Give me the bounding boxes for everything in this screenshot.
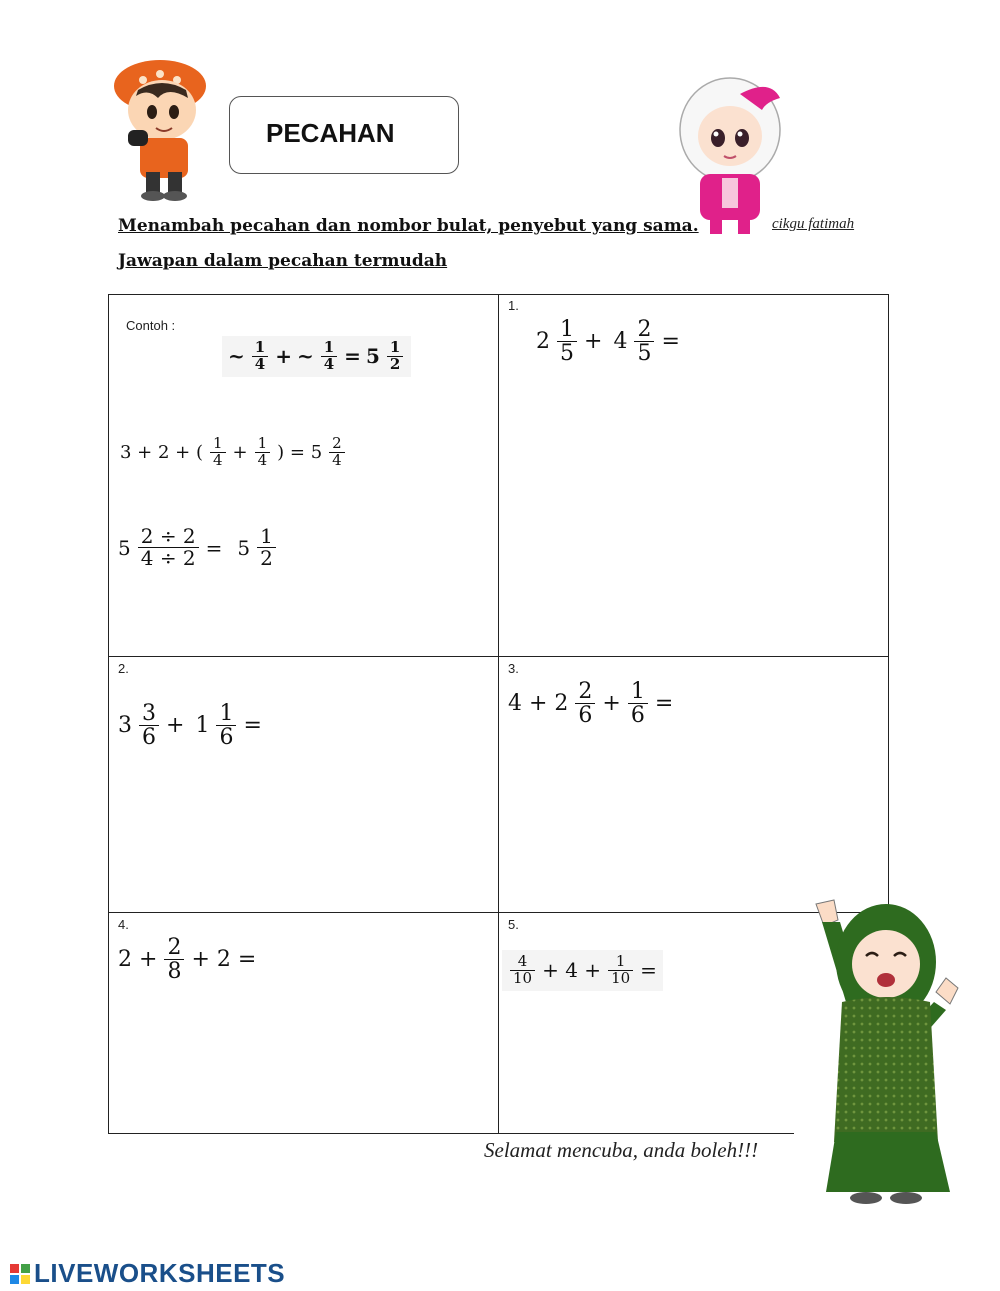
question-4-expression: 2 + $\frac{2}{8}$ + 2 = — [118, 935, 257, 985]
question-3-expression: 4 + 2 $\frac{2}{6}$ + $\frac{1}{6}$ = — [508, 679, 674, 729]
worksheet-title: PECAHAN — [266, 118, 395, 148]
question-2-number: 2. — [118, 661, 129, 676]
example-line-3: 5 $\frac{2 \div 2}{4 \div 2}$ = 5 $\frac{1}{2}$ — [118, 526, 278, 569]
example-line-1: ~ $\frac{1}{4}$ + ~ $\frac{1}{4}$ = 5 $\frac{1}{2}$ — [222, 336, 411, 377]
instruction-heading: Menambah pecahan dan nombor bulat, penyebut yang sama. — [118, 216, 699, 236]
question-3-number: 3. — [508, 661, 519, 676]
liveworksheets-logo-text: LIVEWORKSHEETS — [34, 1258, 286, 1288]
boy-character-illustration — [98, 46, 238, 206]
question-5-number: 5. — [508, 917, 519, 932]
question-2-expression: 3 $\frac{3}{6}$ + 1 $\frac{1}{6}$ = — [118, 701, 262, 751]
signoff-text: Selamat mencuba, anda boleh!!! — [484, 1138, 759, 1162]
example-label: Contoh : — [126, 318, 176, 333]
girl-green-character-illustration — [786, 892, 966, 1214]
example-line-2: 3 + 2 + ( $\frac{1}{4}$ + $\frac{1}{4}$ ) = 5 $\frac{2}{4}$ — [120, 436, 347, 469]
liveworksheets-logo-icon — [10, 1264, 30, 1284]
instruction-subheading: Jawapan dalam pecahan termudah — [118, 251, 448, 271]
liveworksheets-logo — [10, 1258, 285, 1289]
question-1-number: 1. — [508, 298, 519, 313]
question-5-expression: $\frac{4}{10}$ + 4 + $\frac{1}{10}$ = — [502, 950, 663, 991]
author-credit: cikgu fatimah — [772, 216, 855, 232]
question-1-expression: 2 $\frac{1}{5}$ + 4 $\frac{2}{5}$ = — [536, 317, 680, 367]
question-4-number: 4. — [118, 917, 129, 932]
